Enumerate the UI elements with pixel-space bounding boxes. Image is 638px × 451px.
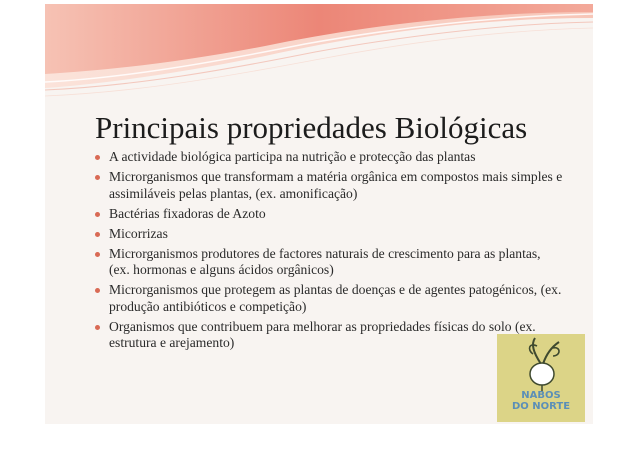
bullet-icon — [95, 325, 100, 330]
list-item — [93, 226, 563, 243]
bullet-text: A actividade biológica participa na nutrição e protecção das plantas — [109, 149, 476, 164]
nabos-do-norte-logo — [497, 334, 585, 422]
bullet-text: Microrganismos produtores de factores naturais de crescimento para as plantas, (ex. hormonas e alguns ácidos orgânicos) — [109, 245, 541, 277]
list-item — [93, 319, 563, 352]
list-item — [93, 282, 563, 315]
bullet-icon — [95, 155, 100, 160]
bullet-icon — [95, 212, 100, 217]
bullet-list — [93, 149, 563, 355]
list-item — [93, 246, 563, 279]
logo-line-2: DO NORTE — [511, 401, 571, 412]
bullet-text: Microrganismos que protegem as plantas de doenças e de agentes patogénicos, (ex. produção antibióticos e competição) — [109, 282, 562, 314]
slide-title: Principais propriedades Biológicas — [95, 110, 528, 145]
bullet-text: Microrganismos que transformam a matéria orgânica em compostos mais simples e assimiláveis pelas plantas, (ex. amonificação) — [109, 169, 563, 201]
logo-line-1: NABOS — [521, 390, 561, 401]
header-swoosh — [45, 4, 593, 124]
bullet-icon — [95, 252, 100, 257]
slide — [45, 4, 593, 424]
list-item — [93, 206, 563, 223]
logo-text — [497, 390, 585, 412]
bullet-text: Bactérias fixadoras de Azoto — [109, 205, 266, 221]
bullet-icon — [95, 232, 100, 237]
list-item — [93, 169, 563, 202]
bullet-text: Micorrizas — [109, 225, 168, 241]
list-item — [93, 149, 563, 166]
bullet-text: Organismos que contribuem para melhorar as propriedades físicas do solo (ex. estrutura e arejamento) — [109, 318, 536, 350]
bullet-icon — [95, 175, 100, 180]
bullet-icon — [95, 288, 100, 293]
